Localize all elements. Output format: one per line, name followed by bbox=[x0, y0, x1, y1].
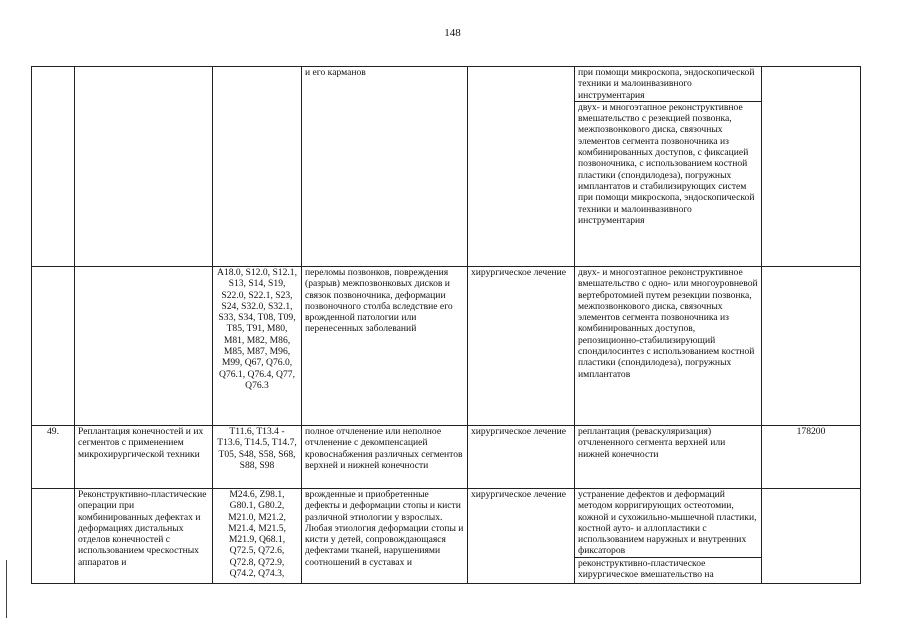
cell-care-type: Реконструктивно-пластические операции при комбинированных дефектах и деформациях дистальных отделов конечностей с использованием чрескостных аппаратов и bbox=[75, 489, 213, 584]
cell-patient-model: переломы позвонков, повреждения (разрыв) межпозвонковых дисков и связок позвоночника, деформации позвоночного столба вследствие его врожденной патологии или перенесенных заболеваний bbox=[302, 267, 468, 426]
cell-number bbox=[32, 489, 75, 584]
method-text: двух- и многоэтапное реконструктивное вмешательство с одно- или многоуровневой вертебротомией путем резекции позвонка, межпозвонкового диска, связочных элементов сегмента позвоночника из комбинированных доступов, репозиционно-стабилизирующий спондилосинтез с использованием костной пластики (спондилодеза), погружных имплантатов bbox=[578, 267, 758, 380]
cell-patient-model: врожденные и приобретенные дефекты и деформации стопы и кисти различной этиологии у взрослых. Любая этиология деформации стопы и кисти у детей, сопровождающаяся дефектами тканей, нарушениями соотношений в суставах и bbox=[302, 489, 468, 584]
method-text: при помощи микроскопа, эндоскопической техники и малоинвазивного инструментария bbox=[578, 67, 755, 101]
cell-treatment-type: хирургическое лечение bbox=[468, 426, 575, 489]
cell-number bbox=[32, 267, 75, 426]
method-text: реплантация (реваскуляризация) отчлененного сегмента верхней или нижней конечности bbox=[578, 426, 726, 460]
cell-treatment-type bbox=[468, 67, 575, 267]
cell-treatment-methods bbox=[575, 67, 762, 267]
margin-rule bbox=[6, 560, 7, 618]
cell-patient-model: полное отчленение или неполное отчленение с декомпенсацией кровоснабжения различных сегментов верхней и нижней конечности bbox=[302, 426, 468, 489]
cell-icd-codes bbox=[213, 67, 302, 267]
cell-treatment-type: хирургическое лечение bbox=[468, 489, 575, 584]
cell-treatment-methods bbox=[575, 267, 762, 426]
cell-number bbox=[32, 67, 75, 267]
cell-treatment-methods bbox=[575, 426, 762, 489]
method-text: реконструктивно-пластическое хирургическое вмешательство на bbox=[575, 557, 761, 581]
cell-care-type bbox=[75, 67, 213, 267]
cell-cost bbox=[762, 489, 861, 584]
method-text: устранение дефектов и деформаций методом корригирующих остеотомии, кожной и сухожильно-мышечной пластики, костной ауто- и аллопластики с использованием наружных и внутренних фиксаторов bbox=[578, 489, 757, 557]
cell-cost bbox=[762, 267, 861, 426]
method-text: двух- и многоэтапное реконструктивное вмешательство с резекцией позвонка, межпозвонкового диска, связочных элементов сегмента позвоночника из комбинированных доступов, с фиксацией позвоночника, с использованием костной пластики (спондилодеза), погружных имплантатов и стабилизирующих систем при помощи микроскопа, эндоскопической техники и малоинвазивного инструментария bbox=[575, 101, 761, 226]
cell-cost: 178200 bbox=[762, 426, 861, 489]
table-row bbox=[32, 67, 861, 267]
cell-treatment-type: хирургическое лечение bbox=[468, 267, 575, 426]
table-row bbox=[32, 267, 861, 426]
cell-treatment-methods bbox=[575, 489, 762, 584]
cell-cost bbox=[762, 67, 861, 267]
cell-care-type bbox=[75, 267, 213, 426]
table-row bbox=[32, 489, 861, 584]
table-row bbox=[32, 426, 861, 489]
cell-icd-codes: T11.6, T13.4 - T13.6, T14.5, T14.7, T05, S48, S58, S68, S88, S98 bbox=[213, 426, 302, 489]
cell-patient-model: и его карманов bbox=[302, 67, 468, 267]
cell-care-type: Реплантация конечностей и их сегментов с применением микрохирургической техники bbox=[75, 426, 213, 489]
cell-icd-codes: A18.0, S12.0, S12.1, S13, S14, S19, S22.0, S22.1, S23, S24, S32.0, S32.1, S33, S34, T08, T09, T85, T91, M80, M81, M82, M86, M85, M87, M96, M99, Q67, Q76.0, Q76.1, Q76.4, Q77, Q76.3 bbox=[213, 267, 302, 426]
cell-number: 49. bbox=[32, 426, 75, 489]
medical-care-table bbox=[31, 66, 861, 584]
cell-icd-codes: M24.6, Z98.1, G80.1, G80.2, M21.0, M21.2, M21.4, M21.5, M21.9, Q68.1, Q72.5, Q72.6, Q72.8, Q72.9, Q74.2, Q74.3, bbox=[213, 489, 302, 584]
page-number: 148 bbox=[444, 27, 461, 39]
